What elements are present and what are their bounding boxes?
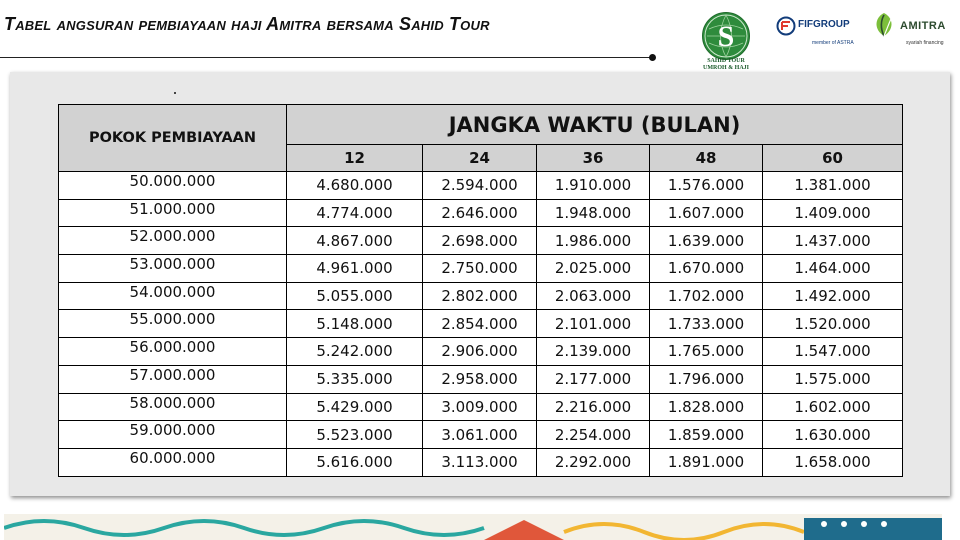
title-underline [0,57,652,58]
month-header: 60 [763,145,903,172]
installment-table [58,104,903,477]
installment-cell: 1.670.000 [650,255,763,283]
fifgroup-mark-icon [776,16,796,36]
installment-cell: 2.646.000 [423,199,537,227]
installment-cell: 1.986.000 [537,227,650,255]
amitra-logo [872,12,956,50]
installment-cell: 1.891.000 [650,448,763,476]
sahid-logo-line2: UMROH & HAJI [703,65,749,71]
installment-cell: 1.859.000 [650,421,763,449]
principal-cell: 57.000.000 [59,365,287,393]
principal-cell: 51.000.000 [59,199,287,227]
installment-cell: 5.055.000 [287,282,423,310]
installment-cell: 1.630.000 [763,421,903,449]
table-row [59,338,903,366]
installment-cell: 1.547.000 [763,338,903,366]
installment-cell: 1.702.000 [650,282,763,310]
month-header: 36 [537,145,650,172]
installment-cell: 4.680.000 [287,172,423,200]
installment-cell: 2.254.000 [537,421,650,449]
installment-cell: 5.242.000 [287,338,423,366]
installment-cell: 1.437.000 [763,227,903,255]
table-row [59,365,903,393]
principal-cell: 59.000.000 [59,421,287,449]
installment-cell: 3.009.000 [423,393,537,421]
installment-cell: 4.961.000 [287,255,423,283]
principal-header: POKOK PEMBIAYAAN [59,105,287,172]
installment-cell: 1.796.000 [650,365,763,393]
installment-cell: 1.910.000 [537,172,650,200]
fifgroup-name: FIFGROUP [798,19,850,30]
panel-dot [174,92,176,94]
installment-cell: 1.602.000 [763,393,903,421]
principal-cell: 53.000.000 [59,255,287,283]
installment-cell: 1.733.000 [650,310,763,338]
footer-pattern-icon [4,514,942,540]
svg-text:S: S [717,20,735,53]
installment-cell: 2.216.000 [537,393,650,421]
installment-cell: 5.616.000 [287,448,423,476]
table-row [59,310,903,338]
principal-cell: 56.000.000 [59,338,287,366]
month-header: 12 [287,145,423,172]
installment-cell: 2.802.000 [423,282,537,310]
installment-cell: 2.854.000 [423,310,537,338]
installment-cell: 2.139.000 [537,338,650,366]
sahid-logo-line1: SAHID TOUR [707,58,745,64]
table-row [59,282,903,310]
principal-cell: 50.000.000 [59,172,287,200]
installment-cell: 2.101.000 [537,310,650,338]
amitra-sub: syariah financing [906,40,944,46]
installment-cell: 3.113.000 [423,448,537,476]
installment-cell: 5.335.000 [287,365,423,393]
amitra-leaf-icon [872,12,896,38]
table-row [59,227,903,255]
installment-cell: 3.061.000 [423,421,537,449]
sahid-tour-logo [700,12,752,74]
principal-cell: 58.000.000 [59,393,287,421]
principal-cell: 60.000.000 [59,448,287,476]
sahid-seal-icon [702,12,750,60]
installment-cell: 5.429.000 [287,393,423,421]
table-row [59,255,903,283]
installment-cell: 2.958.000 [423,365,537,393]
installment-cell: 1.765.000 [650,338,763,366]
table-row [59,199,903,227]
installment-cell: 1.520.000 [763,310,903,338]
installment-cell: 2.750.000 [423,255,537,283]
term-header: JANGKA WAKTU (BULAN) [287,105,903,145]
installment-cell: 2.698.000 [423,227,537,255]
amitra-name: AMITRA [900,20,946,32]
installment-cell: 2.177.000 [537,365,650,393]
installment-cell: 1.948.000 [537,199,650,227]
installment-cell: 1.828.000 [650,393,763,421]
installment-cell: 5.148.000 [287,310,423,338]
table-row [59,421,903,449]
installment-cell: 1.607.000 [650,199,763,227]
installment-cell: 1.464.000 [763,255,903,283]
month-header: 24 [423,145,537,172]
decorative-footer-stripe [4,514,942,540]
table-row [59,393,903,421]
installment-cell: 1.658.000 [763,448,903,476]
installment-cell: 5.523.000 [287,421,423,449]
installment-cell: 1.492.000 [763,282,903,310]
installment-cell: 4.867.000 [287,227,423,255]
month-header: 48 [650,145,763,172]
fifgroup-logo [776,16,858,50]
installment-cell: 1.409.000 [763,199,903,227]
table-row [59,448,903,476]
installment-cell: 1.576.000 [650,172,763,200]
table-row [59,172,903,200]
fifgroup-sub: member of ASTRA [812,40,854,46]
principal-cell: 54.000.000 [59,282,287,310]
installment-cell: 2.025.000 [537,255,650,283]
table-body [59,172,903,477]
installment-cell: 4.774.000 [287,199,423,227]
installment-cell: 2.594.000 [423,172,537,200]
installment-cell: 1.575.000 [763,365,903,393]
principal-cell: 52.000.000 [59,227,287,255]
page-title: Tabel angsuran pembiayaan haji Amitra bersama Sahid Tour [4,14,490,34]
installment-cell: 2.906.000 [423,338,537,366]
title-underline-dot [649,54,656,61]
installment-cell: 2.292.000 [537,448,650,476]
principal-cell: 55.000.000 [59,310,287,338]
installment-cell: 1.381.000 [763,172,903,200]
installment-cell: 1.639.000 [650,227,763,255]
installment-cell: 2.063.000 [537,282,650,310]
